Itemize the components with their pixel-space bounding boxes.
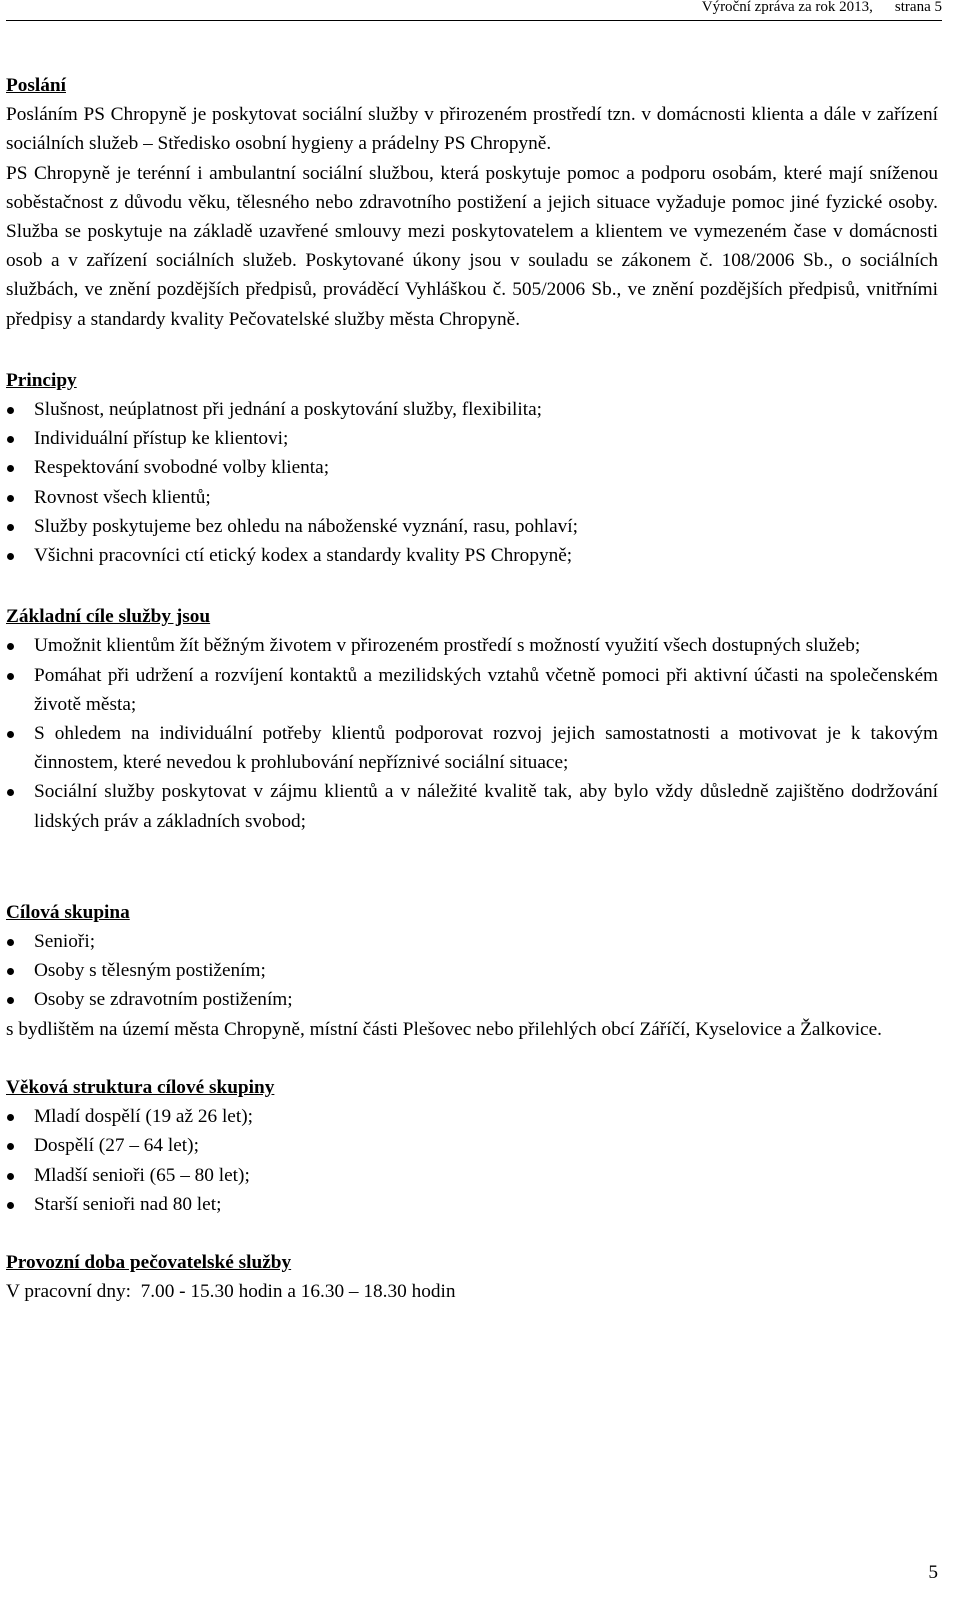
- goals-list: [6, 631, 938, 835]
- goals-heading: Základní cíle služby jsou: [6, 606, 211, 628]
- age-structure-heading: Věková struktura cílové skupiny: [6, 1076, 275, 1098]
- target-group-heading: Cílová skupina: [6, 901, 130, 923]
- hours-heading: Provozní doba pečovatelské služby: [6, 1251, 292, 1273]
- list-item: Senioři;: [6, 927, 938, 956]
- list-item: Osoby se zdravotním postižením;: [6, 985, 938, 1014]
- target-group-section: [6, 898, 938, 1044]
- list-item: Respektování svobodné volby klienta;: [6, 453, 938, 482]
- principles-heading: Principy: [6, 369, 77, 391]
- list-item: Služby poskytujeme bez ohledu na náboženské vyznání, rasu, pohlaví;: [6, 512, 938, 541]
- list-item: Sociální služby poskytovat v zájmu klientů a v náležité kvalitě tak, aby bylo vždy důsledně zajištěno dodržování lidských práv a základních svobod;: [6, 777, 938, 835]
- age-structure-section: [6, 1073, 938, 1219]
- document-body: [6, 71, 938, 1306]
- list-item: Pomáhat při udržení a rozvíjení kontaktů a mezilidských vztahů včetně pomoci při aktivní účasti na společenském životě města;: [6, 661, 938, 719]
- mission-heading: Poslání: [6, 75, 66, 96]
- list-item: Mladší senioři (65 – 80 let);: [6, 1161, 938, 1190]
- target-group-note: s bydlištěm na území města Chropyně, místní části Plešovec nebo přilehlých obcí Záříčí, Kyselovice a Žalkovice.: [6, 1018, 882, 1040]
- page-label: strana 5: [894, 0, 942, 15]
- list-item: Dospělí (27 – 64 let);: [6, 1131, 938, 1160]
- target-group-list: [6, 927, 938, 1015]
- list-item: Rovnost všech klientů;: [6, 483, 938, 512]
- mission-paragraph-1: Posláním PS Chropyně je poskytovat sociální služby v přirozeném prostředí tzn. v domácnosti klienta a dále v zařízení sociálních služeb – Středisko osobní hygieny a prádelny PS Chropyně.: [6, 104, 938, 155]
- report-title: Výroční zpráva za rok 2013,: [701, 0, 873, 15]
- mission-section: [6, 71, 938, 334]
- page-number: 5: [928, 1562, 938, 1583]
- mission-paragraph-2: PS Chropyně je terénní i ambulantní sociální službou, která poskytuje pomoc a podporu osobám, které mají sníženou soběstačnost z důvodu věku, tělesného nebo zdravotního postižení a jejich situace vyžaduje pomoc jiné fyzické osoby. Služba se poskytuje na základě uzavřené smlouvy mezi poskytovatelem a klientem ve vymezeném čase v domácnosti osob a v zařízení sociálních služeb. Poskytované úkony jsou v souladu se zákonem č. 108/2006 Sb., o sociálních službách, ve znění pozdějších předpisů, prováděcí Vyhláškou č. 505/2006 Sb., ve znění pozdějších předpisů, vnitřními předpisy a standardy kvality Pečovatelské služby města Chropyně.: [6, 162, 938, 330]
- hours-text: V pracovní dny: 7.00 - 15.30 hodin a 16.30 – 18.30 hodin: [6, 1281, 456, 1303]
- age-structure-list: [6, 1102, 938, 1219]
- list-item: Osoby s tělesným postižením;: [6, 956, 938, 985]
- list-item: Slušnost, neúplatnost při jednání a poskytování služby, flexibilita;: [6, 395, 938, 424]
- list-item: Individuální přístup ke klientovi;: [6, 424, 938, 453]
- goals-section: [6, 602, 938, 836]
- list-item: Starší senioři nad 80 let;: [6, 1190, 938, 1219]
- principles-section: [6, 366, 938, 570]
- list-item: Mladí dospělí (19 až 26 let);: [6, 1102, 938, 1131]
- list-item: Všichni pracovníci ctí etický kodex a standardy kvality PS Chropyně;: [6, 541, 938, 570]
- page-header: [6, 0, 942, 21]
- list-item: S ohledem na individuální potřeby klientů podporovat rozvoj jejich samostatnosti a motivovat je k takovým činnostem, které nevedou k prohlubování nepříznivé sociální situace;: [6, 719, 938, 777]
- list-item: Umožnit klientům žít běžným životem v přirozeném prostředí s možností využití všech dostupných služeb;: [6, 631, 938, 660]
- principles-list: [6, 395, 938, 570]
- hours-section: [6, 1248, 938, 1306]
